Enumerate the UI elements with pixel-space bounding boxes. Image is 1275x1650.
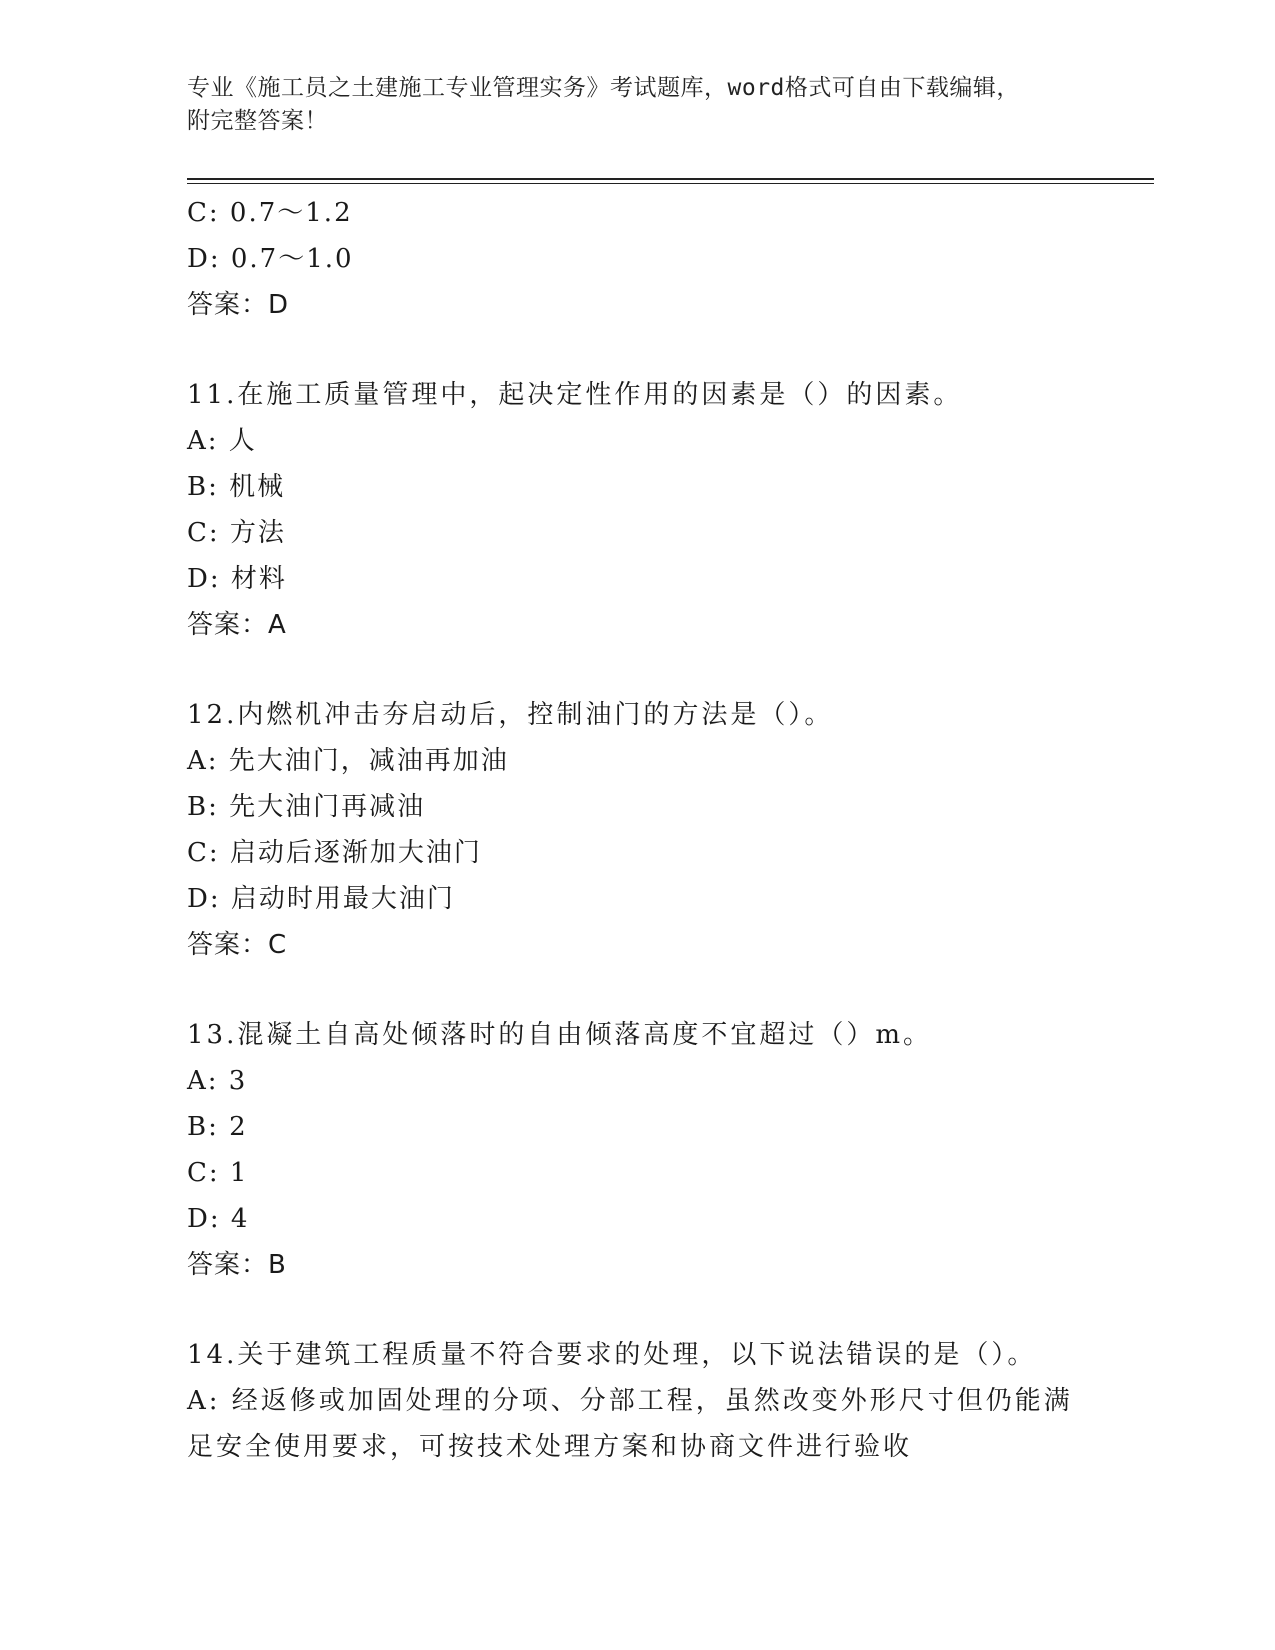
q11-option-b: B: 机械 [187,472,286,502]
q11-question: 11.在施工质量管理中，起决定性作用的因素是（）的因素。 [187,380,963,410]
q11-answer: 答案：A [187,610,287,640]
document-header [187,72,1087,138]
q13-option-d: D: 4 [187,1204,250,1234]
q13-question: 13.混凝土自高处倾落时的自由倾落高度不宜超过（）m。 [187,1020,933,1050]
q13-option-a: A: 3 [187,1066,248,1096]
q11-option-c: C: 方法 [187,518,286,548]
q13-option-b: B: 2 [187,1112,248,1142]
q12-question: 12.内燃机冲击夯启动后，控制油门的方法是（）。 [187,700,834,730]
q10-answer: 答案：D [187,290,290,320]
header-rule-thick [187,178,1154,180]
q14-question: 14.关于建筑工程质量不符合要求的处理，以下说法错误的是（）。 [187,1340,1037,1370]
q12-option-c: C: 启动后逐渐加大油门 [187,838,482,868]
q12-answer: 答案：C [187,930,288,960]
q11-option-a: A: 人 [187,426,257,456]
q13-answer: 答案：B [187,1250,287,1280]
header-subtitle-line: 附完整答案！ [187,108,328,134]
question-list [187,190,1087,1470]
header-title-line: 专业《施工员之土建施工专业管理实务》考试题库，word格式可自由下载编辑， [187,75,1020,101]
q14-option-a-line1: A: 经返修或加固处理的分项、分部工程，虽然改变外形尺寸但仍能满 [187,1386,1073,1416]
q12-option-d: D: 启动时用最大油门 [187,884,455,914]
header-rule-thin [187,183,1154,184]
q14-option-a-line2: 足安全使用要求，可按技术处理方案和协商文件进行验收 [187,1432,913,1462]
q13-option-c: C: 1 [187,1158,249,1188]
q10-option-c: C: 0.7～1.2 [187,198,353,228]
q10-option-d: D: 0.7～1.0 [187,244,354,274]
q12-option-a: A: 先大油门，减油再加油 [187,746,509,776]
q12-option-b: B: 先大油门再减油 [187,792,426,822]
q11-option-d: D: 材料 [187,564,287,594]
